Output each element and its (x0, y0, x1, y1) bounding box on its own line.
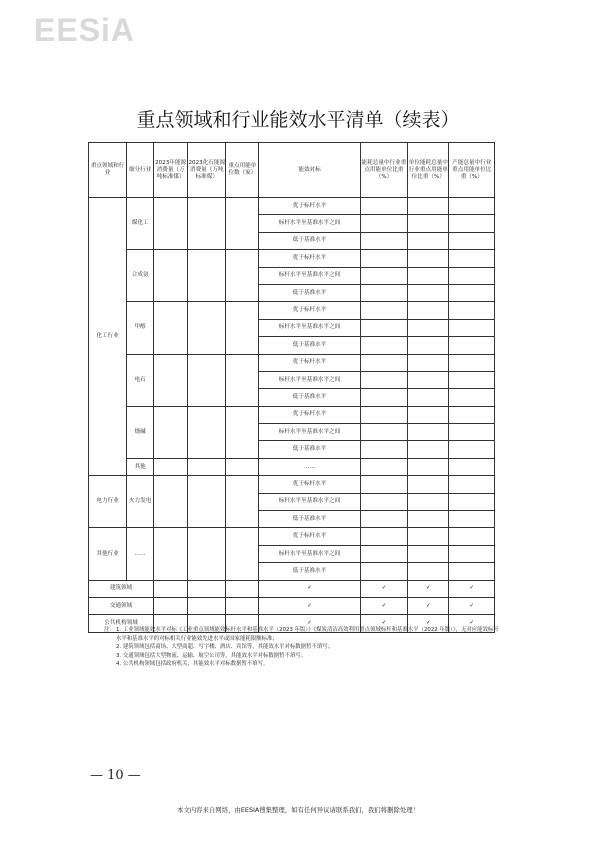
level-cell: 标杆水平至基准水平之间 (259, 267, 360, 284)
level-cell: 优于标杆水平 (259, 354, 360, 371)
check-cell: ✓ (449, 597, 495, 614)
sector-building: 建筑领域 (89, 580, 154, 597)
units-cell (226, 198, 259, 250)
level-cell: 低于基准水平 (259, 563, 360, 580)
check-cell: ✓ (408, 597, 449, 614)
header-cell: 2023年能源消费量（万吨标准煤） (154, 143, 188, 198)
page-title: 重点领域和行业能效水平清单（续表） (136, 109, 460, 131)
efficiency-table (88, 142, 495, 633)
table-row (89, 302, 495, 319)
header-cell: 单位能耗总量中行业重点用能单位比重（%） (408, 143, 449, 198)
subsector-other: 其他 (127, 458, 154, 475)
table-notes (104, 626, 504, 669)
check-cell: ✓ (408, 615, 449, 632)
table-row (89, 198, 495, 215)
header-cell: 2023化石能源消费量（万吨标准煤） (188, 143, 226, 198)
notes-lead: 注： (104, 627, 115, 633)
level-cell: 标杆水平至基准水平之间 (259, 424, 360, 441)
table-row (89, 476, 495, 493)
level-cell: 低于基准水平 (259, 511, 360, 528)
check-cell: ✓ (259, 615, 360, 632)
energy-cell (154, 198, 188, 250)
check-cell: ✓ (360, 597, 408, 614)
note-item: 2. 建筑领域包括商场、大型商超、写字楼、酒店、宾馆等，其能效水平对标数据暂不填写； (116, 644, 334, 651)
level-cell: 优于标杆水平 (259, 250, 360, 267)
note-item: 1. 工业领域能效水平对标《工业重点领域能效标杆水平和基准水平（2023 年版）》《煤炭清洁高效利用重点领域标杆和基准水平（2022 年版）》，无对应能效标杆水平和基准水平的对标相关行业能效先进水平或国家能耗限额标准； (116, 627, 499, 642)
check-cell: ✓ (360, 580, 408, 597)
check-cell: ✓ (259, 597, 360, 614)
level-cell: 低于基准水平 (259, 284, 360, 301)
table-row (89, 580, 495, 597)
note-item: 3. 交通领域包括大型物流、运输、航空公司等，其能效水平对标数据暂不填写； (116, 652, 307, 659)
level-cell: 低于基准水平 (259, 337, 360, 354)
check-cell: ✓ (259, 580, 360, 597)
level-cell: 优于标杆水平 (259, 528, 360, 545)
level-cell: 标杆水平至基准水平之间 (259, 493, 360, 510)
table-header-row (89, 143, 495, 198)
level-cell: 低于基准水平 (259, 441, 360, 458)
subsector-dots: …… (127, 528, 154, 580)
header-cell: 重点领域和行业 (89, 143, 127, 198)
level-cell: 标杆水平至基准水平之间 (259, 319, 360, 336)
subsector-coal: 煤化工 (127, 198, 154, 250)
header-cell: 细分行业 (127, 143, 154, 198)
level-cell: 标杆水平至基准水平之间 (259, 371, 360, 388)
subsector-soda: 烧碱 (127, 406, 154, 458)
subsector-synth: 合成氨 (127, 250, 154, 302)
eesia-logo: EESiA (34, 12, 136, 48)
level-cell: 优于标杆水平 (259, 302, 360, 319)
table-row (89, 406, 495, 423)
check-cell: ✓ (449, 580, 495, 597)
check-cell: ✓ (449, 615, 495, 632)
header-cell: 产能总量中行业重点用能单位比重（%） (449, 143, 495, 198)
level-cell: 低于基准水平 (259, 232, 360, 249)
level-cell: 标杆水平至基准水平之间 (259, 545, 360, 562)
table-row (89, 458, 495, 475)
table-row (89, 597, 495, 614)
subsector-carbide: 电石 (127, 354, 154, 406)
header-cell: 重点用能单位数（家） (226, 143, 259, 198)
check-cell: ✓ (360, 615, 408, 632)
header-cell: 能效对标 (259, 143, 360, 198)
note-item: 4. 公共机构领域包括政府机关，其能效水平对标数据暂不填写。 (116, 661, 269, 668)
sector-chem: 化工行业 (89, 198, 127, 476)
subsector-methanol: 甲醇 (127, 302, 154, 354)
level-cell: …… (259, 458, 360, 475)
level-cell: 优于标杆水平 (259, 198, 360, 215)
table-row (89, 250, 495, 267)
sector-transport: 交通领域 (89, 597, 154, 614)
sector-public: 公共机构领域 (89, 615, 154, 632)
level-cell: 低于基准水平 (259, 389, 360, 406)
level-cell: 标杆水平至基准水平之间 (259, 215, 360, 232)
header-cell: 能耗总量中行业重点用能单位比重（%） (360, 143, 408, 198)
table-row (89, 528, 495, 545)
table-row (89, 354, 495, 371)
page-number: — 10 — (90, 768, 141, 783)
sector-others: 其他行业 (89, 528, 127, 580)
sector-power: 电力行业 (89, 476, 127, 528)
fossil-cell (188, 198, 226, 250)
subsector-thermal: 火力发电 (127, 476, 154, 528)
level-cell: 优于标杆水平 (259, 476, 360, 493)
check-cell: ✓ (408, 580, 449, 597)
footer-disclaimer: 本文内容来自网络，由EESIA搜集整理，如有任何异议请联系我们，我们将删除处理！ (176, 806, 420, 814)
level-cell: 优于标杆水平 (259, 406, 360, 423)
